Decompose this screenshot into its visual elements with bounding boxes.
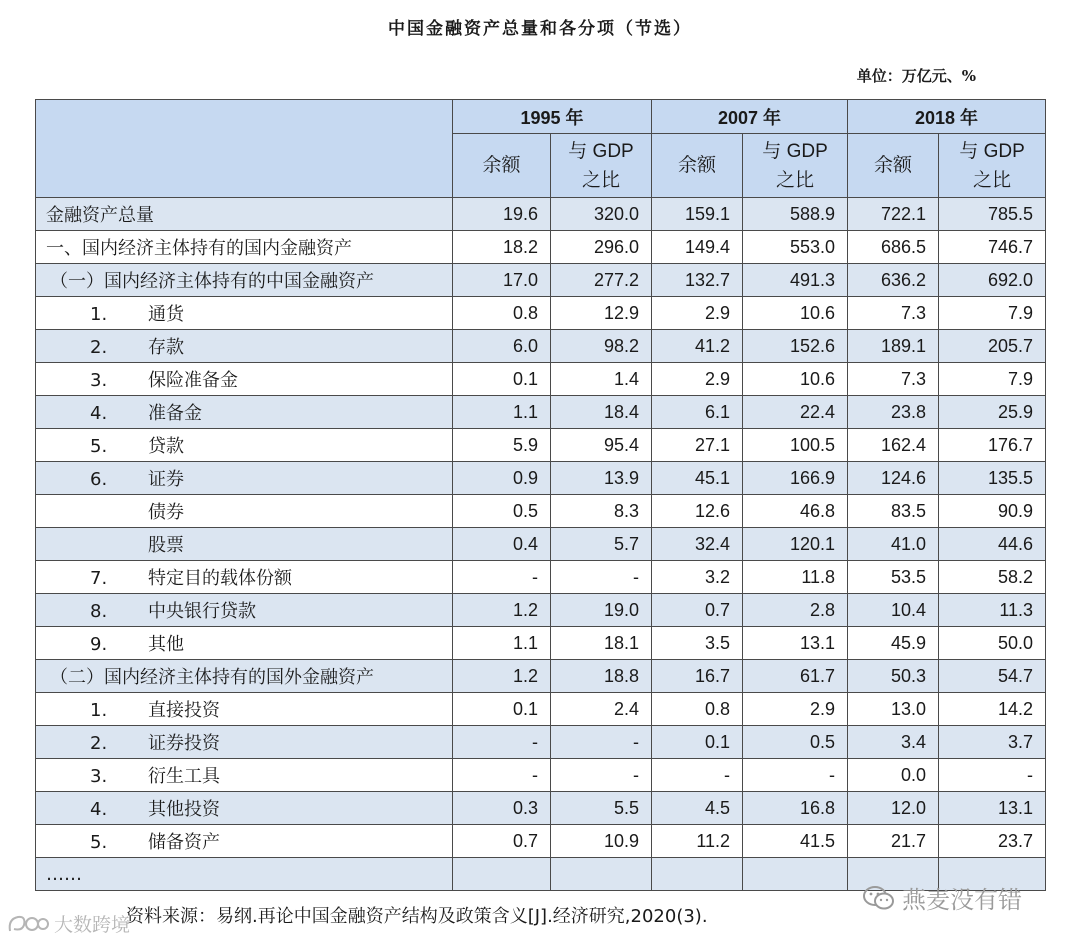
gdp-ratio-cell: 692.0	[939, 264, 1046, 297]
row-label: 金融资产总量	[46, 205, 154, 226]
watermark-right-text: 燕麦没有错	[902, 886, 1022, 914]
gdp-ratio-cell: 553.0	[743, 231, 848, 264]
gdp-ratio-cell: 2.8	[743, 594, 848, 627]
amount-cell: 53.5	[848, 561, 939, 594]
gdp-ratio-cell: 100.5	[743, 429, 848, 462]
amount-cell: 3.5	[652, 627, 743, 660]
row-label-cell	[36, 330, 453, 363]
table-row	[36, 396, 1046, 429]
gdp-ratio-cell: 13.9	[551, 462, 652, 495]
table-title: 中国金融资产总量和各分项（节选）	[388, 19, 692, 39]
header-year-2007: 2007 年	[652, 100, 848, 134]
row-label: （一）国内经济主体持有的中国金融资产	[50, 271, 374, 292]
table-row	[36, 594, 1046, 627]
row-label-cell	[36, 429, 453, 462]
header-year-2018: 2018 年	[848, 100, 1046, 134]
amount-cell: 16.7	[652, 660, 743, 693]
amount-cell: 12.0	[848, 792, 939, 825]
amount-cell: 124.6	[848, 462, 939, 495]
gdp-ratio-cell: 16.8	[743, 792, 848, 825]
row-label: 贷款	[148, 436, 184, 457]
row-number: 1.	[90, 700, 108, 721]
row-number: 2.	[90, 733, 108, 754]
amount-cell: 132.7	[652, 264, 743, 297]
header-gdp-line1: 与 GDP	[959, 140, 1025, 162]
amount-cell: 21.7	[848, 825, 939, 858]
header-gdp-ratio-cell	[551, 134, 652, 198]
gdp-ratio-cell: 58.2	[939, 561, 1046, 594]
wechat-icon	[862, 885, 896, 911]
row-label: 准备金	[148, 403, 202, 424]
amount-cell: 0.0	[848, 759, 939, 792]
amount-cell: 162.4	[848, 429, 939, 462]
gdp-ratio-cell: 746.7	[939, 231, 1046, 264]
gdp-ratio-cell: -	[743, 759, 848, 792]
gdp-ratio-cell: 18.8	[551, 660, 652, 693]
row-label-cell	[36, 264, 453, 297]
gdp-ratio-cell: 166.9	[743, 462, 848, 495]
table-row	[36, 495, 1046, 528]
row-label: 衍生工具	[148, 766, 220, 787]
gdp-ratio-cell: 54.7	[939, 660, 1046, 693]
amount-cell: 12.6	[652, 495, 743, 528]
gdp-ratio-cell: 11.8	[743, 561, 848, 594]
gdp-ratio-cell: 8.3	[551, 495, 652, 528]
row-label: 保险准备金	[148, 370, 238, 391]
amount-cell: 23.8	[848, 396, 939, 429]
row-label: 中央银行贷款	[148, 601, 256, 622]
row-label-cell	[36, 693, 453, 726]
amount-cell: 41.0	[848, 528, 939, 561]
amount-cell: 32.4	[652, 528, 743, 561]
amount-cell: 4.5	[652, 792, 743, 825]
table-row	[36, 528, 1046, 561]
gdp-ratio-cell: 785.5	[939, 198, 1046, 231]
row-label: 直接投资	[148, 700, 220, 721]
gdp-ratio-cell: 0.5	[743, 726, 848, 759]
amount-cell: -	[453, 561, 551, 594]
amount-cell: 1.1	[453, 396, 551, 429]
amount-cell: 0.1	[453, 693, 551, 726]
watermark-left-text: 大数跨境	[54, 914, 131, 936]
row-number: 9.	[90, 634, 108, 655]
header-gdp-line1: 与 GDP	[762, 140, 828, 162]
amount-cell: 0.8	[652, 693, 743, 726]
gdp-ratio-cell: 25.9	[939, 396, 1046, 429]
gdp-ratio-cell: 10.6	[743, 363, 848, 396]
amount-cell: 2.9	[652, 363, 743, 396]
row-label: 证券投资	[148, 733, 220, 754]
table-row	[36, 264, 1046, 297]
amount-cell: 45.9	[848, 627, 939, 660]
gdp-ratio-cell: 152.6	[743, 330, 848, 363]
amount-cell: 19.6	[453, 198, 551, 231]
header-gdp-line2: 之比	[776, 169, 815, 191]
amount-cell: 0.1	[453, 363, 551, 396]
gdp-ratio-cell: 1.4	[551, 363, 652, 396]
amount-cell: 2.9	[652, 297, 743, 330]
brand-logo-icon	[6, 913, 50, 935]
row-number: 5.	[90, 832, 108, 853]
amount-cell: -	[453, 726, 551, 759]
header-gdp-ratio-cell	[939, 134, 1046, 198]
gdp-ratio-cell: -	[551, 759, 652, 792]
gdp-ratio-cell: 12.9	[551, 297, 652, 330]
amount-cell: 1.2	[453, 660, 551, 693]
row-number: 6.	[90, 469, 108, 490]
row-label: 一、国内经济主体持有的国内金融资产	[46, 238, 352, 259]
table-row	[36, 627, 1046, 660]
header-gdp-line2: 之比	[973, 169, 1012, 191]
gdp-ratio-cell: 2.9	[743, 693, 848, 726]
row-label-cell	[36, 561, 453, 594]
gdp-ratio-cell: 135.5	[939, 462, 1046, 495]
row-label-cell	[36, 297, 453, 330]
table-row	[36, 231, 1046, 264]
amount-cell: 1.2	[453, 594, 551, 627]
gdp-ratio-cell: -	[551, 561, 652, 594]
header-corner-cell	[36, 100, 453, 198]
watermark-wechat	[862, 880, 1022, 915]
table-row	[36, 297, 1046, 330]
amount-cell: 45.1	[652, 462, 743, 495]
table-row	[36, 198, 1046, 231]
gdp-ratio-cell: 5.7	[551, 528, 652, 561]
row-label: 特定目的载体份额	[148, 568, 292, 589]
row-number: 8.	[90, 601, 108, 622]
amount-cell: 0.5	[453, 495, 551, 528]
row-label-cell	[36, 363, 453, 396]
header-gdp-line2: 之比	[582, 169, 621, 191]
gdp-ratio-cell: -	[551, 726, 652, 759]
header-amount-cell: 余额	[848, 134, 939, 198]
amount-cell: 149.4	[652, 231, 743, 264]
row-label: 存款	[148, 337, 184, 358]
table-row	[36, 693, 1046, 726]
gdp-ratio-cell: 23.7	[939, 825, 1046, 858]
row-label-cell	[36, 726, 453, 759]
amount-cell: 11.2	[652, 825, 743, 858]
row-number: 3.	[90, 370, 108, 391]
row-label: （二）国内经济主体持有的国外金融资产	[50, 667, 374, 688]
gdp-ratio-cell: 320.0	[551, 198, 652, 231]
amount-cell	[652, 858, 743, 891]
table-row	[36, 759, 1046, 792]
unit-note: 单位：万亿元、%	[856, 67, 976, 85]
gdp-ratio-cell: 13.1	[743, 627, 848, 660]
row-number: 4.	[90, 403, 108, 424]
amount-cell: 722.1	[848, 198, 939, 231]
gdp-ratio-cell: 50.0	[939, 627, 1046, 660]
header-gdp-line1: 与 GDP	[568, 140, 634, 162]
row-label-cell	[36, 759, 453, 792]
gdp-ratio-cell: 14.2	[939, 693, 1046, 726]
gdp-ratio-cell: 95.4	[551, 429, 652, 462]
gdp-ratio-cell: 10.6	[743, 297, 848, 330]
row-label-cell	[36, 495, 453, 528]
gdp-ratio-cell: 41.5	[743, 825, 848, 858]
gdp-ratio-cell: 491.3	[743, 264, 848, 297]
amount-cell: 6.0	[453, 330, 551, 363]
amount-cell: 0.3	[453, 792, 551, 825]
amount-cell: 636.2	[848, 264, 939, 297]
gdp-ratio-cell: 7.9	[939, 297, 1046, 330]
row-label: 证券	[148, 469, 184, 490]
amount-cell: 17.0	[453, 264, 551, 297]
row-label: 通货	[148, 304, 184, 325]
amount-cell: 27.1	[652, 429, 743, 462]
row-label: 债券	[148, 502, 184, 523]
row-label: ……	[46, 863, 82, 885]
row-label-cell	[36, 627, 453, 660]
gdp-ratio-cell	[743, 858, 848, 891]
amount-cell: 18.2	[453, 231, 551, 264]
header-amount-cell: 余额	[652, 134, 743, 198]
gdp-ratio-cell: 3.7	[939, 726, 1046, 759]
row-label-cell	[36, 198, 453, 231]
gdp-ratio-cell: 11.3	[939, 594, 1046, 627]
gdp-ratio-cell: 46.8	[743, 495, 848, 528]
gdp-ratio-cell: 296.0	[551, 231, 652, 264]
row-label-cell	[36, 462, 453, 495]
amount-cell: 159.1	[652, 198, 743, 231]
gdp-ratio-cell: 22.4	[743, 396, 848, 429]
gdp-ratio-cell: 588.9	[743, 198, 848, 231]
row-label: 其他投资	[148, 799, 220, 820]
amount-cell: 50.3	[848, 660, 939, 693]
amount-cell: 3.4	[848, 726, 939, 759]
row-label-cell	[36, 594, 453, 627]
gdp-ratio-cell: 277.2	[551, 264, 652, 297]
amount-cell: 5.9	[453, 429, 551, 462]
table-row	[36, 363, 1046, 396]
row-label: 股票	[148, 535, 184, 556]
amount-cell: 13.0	[848, 693, 939, 726]
amount-cell: 0.7	[453, 825, 551, 858]
amount-cell: 686.5	[848, 231, 939, 264]
table-row	[36, 429, 1046, 462]
gdp-ratio-cell: 44.6	[939, 528, 1046, 561]
row-label-cell	[36, 792, 453, 825]
row-label-cell	[36, 660, 453, 693]
row-number: 1.	[90, 304, 108, 325]
row-label-cell	[36, 231, 453, 264]
table-row	[36, 561, 1046, 594]
gdp-ratio-cell: 2.4	[551, 693, 652, 726]
amount-cell: 6.1	[652, 396, 743, 429]
amount-cell: 0.9	[453, 462, 551, 495]
amount-cell: 0.1	[652, 726, 743, 759]
amount-cell: 0.7	[652, 594, 743, 627]
header-amount-cell: 余额	[453, 134, 551, 198]
gdp-ratio-cell: 18.1	[551, 627, 652, 660]
gdp-ratio-cell: 19.0	[551, 594, 652, 627]
amount-cell: 3.2	[652, 561, 743, 594]
gdp-ratio-cell: 7.9	[939, 363, 1046, 396]
gdp-ratio-cell	[551, 858, 652, 891]
table-row	[36, 825, 1046, 858]
gdp-ratio-cell: 120.1	[743, 528, 848, 561]
row-label-cell	[36, 858, 453, 891]
amount-cell: 83.5	[848, 495, 939, 528]
amount-cell: -	[453, 759, 551, 792]
row-label: 储备资产	[148, 832, 220, 853]
row-number: 2.	[90, 337, 108, 358]
table-row	[36, 330, 1046, 363]
row-label-cell	[36, 396, 453, 429]
header-year-1995: 1995 年	[453, 100, 652, 134]
amount-cell: 7.3	[848, 363, 939, 396]
row-label-cell	[36, 528, 453, 561]
amount-cell: 41.2	[652, 330, 743, 363]
amount-cell: 0.8	[453, 297, 551, 330]
gdp-ratio-cell: 13.1	[939, 792, 1046, 825]
amount-cell: 1.1	[453, 627, 551, 660]
gdp-ratio-cell: 176.7	[939, 429, 1046, 462]
row-label: 其他	[148, 634, 184, 655]
table-row	[36, 792, 1046, 825]
table-row	[36, 462, 1046, 495]
header-gdp-ratio-cell	[743, 134, 848, 198]
row-label-cell	[36, 825, 453, 858]
row-number: 3.	[90, 766, 108, 787]
row-number: 5.	[90, 436, 108, 457]
amount-cell: 189.1	[848, 330, 939, 363]
gdp-ratio-cell: 61.7	[743, 660, 848, 693]
gdp-ratio-cell: 98.2	[551, 330, 652, 363]
gdp-ratio-cell: 90.9	[939, 495, 1046, 528]
gdp-ratio-cell: 205.7	[939, 330, 1046, 363]
amount-cell: 7.3	[848, 297, 939, 330]
table-row	[36, 726, 1046, 759]
amount-cell	[453, 858, 551, 891]
source-note: 资料来源：易纲.再论中国金融资产结构及政策含义[J].经济研究,2020(3).	[126, 906, 708, 927]
amount-cell: -	[652, 759, 743, 792]
amount-cell: 10.4	[848, 594, 939, 627]
gdp-ratio-cell: 5.5	[551, 792, 652, 825]
financial-assets-table	[35, 99, 1046, 891]
gdp-ratio-cell: 10.9	[551, 825, 652, 858]
row-number: 4.	[90, 799, 108, 820]
gdp-ratio-cell: 18.4	[551, 396, 652, 429]
table-row	[36, 660, 1046, 693]
gdp-ratio-cell: -	[939, 759, 1046, 792]
row-number: 7.	[90, 568, 108, 589]
amount-cell: 0.4	[453, 528, 551, 561]
watermark-brand	[6, 910, 130, 937]
